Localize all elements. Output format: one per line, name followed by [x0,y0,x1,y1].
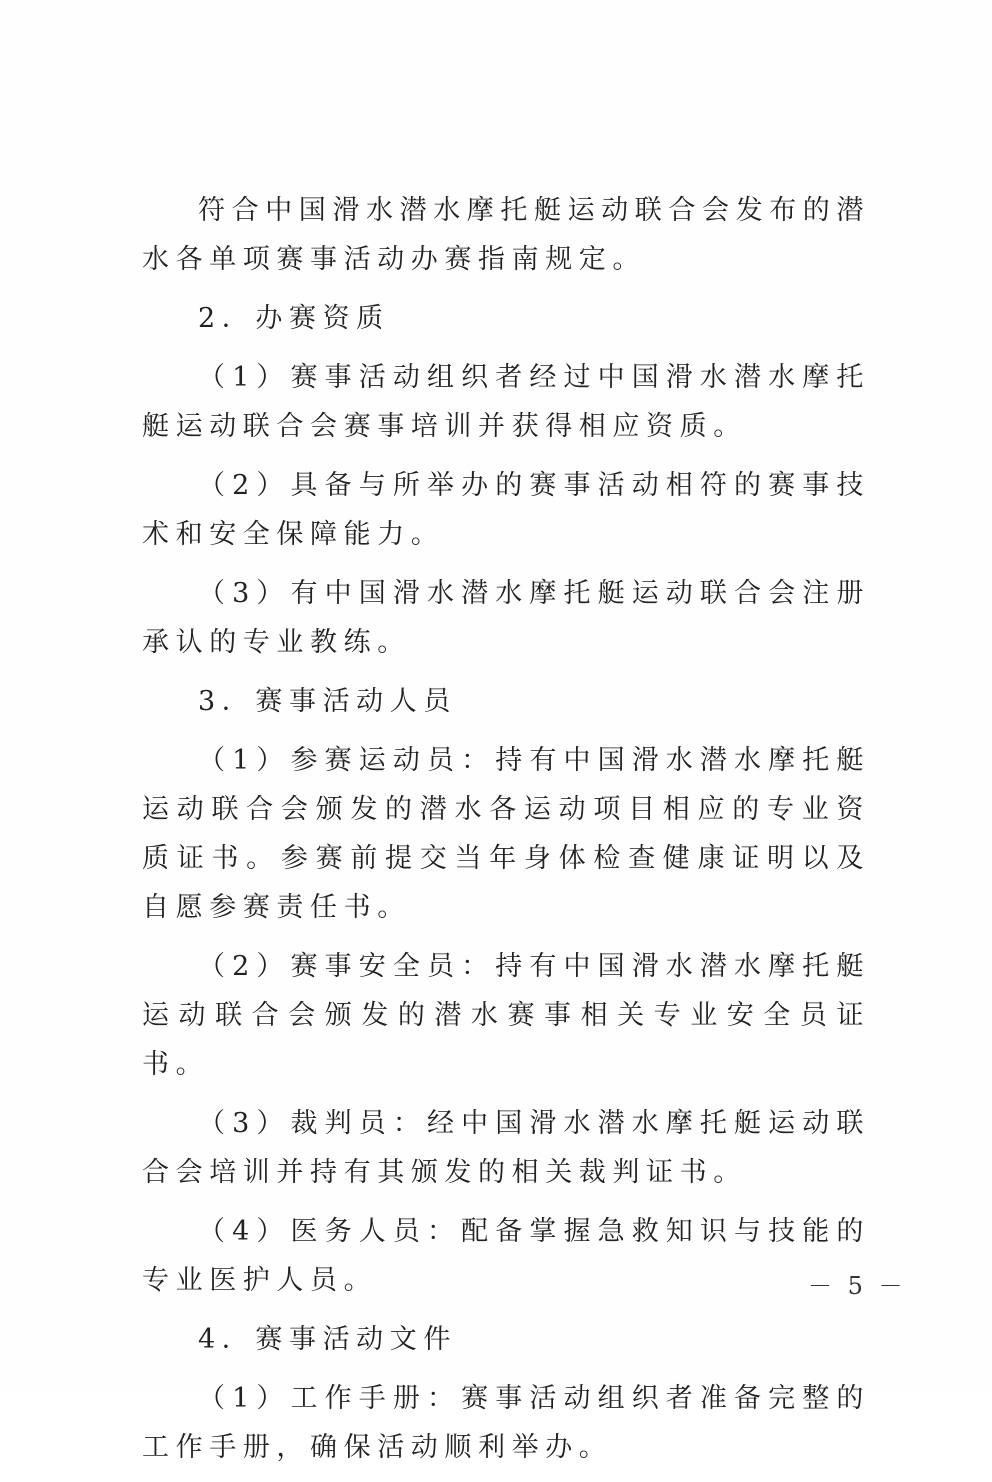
page-number: － 5 － [808,1272,907,1300]
paragraph-qualification-2: （2）具备与所举办的赛事活动相符的赛事技术和安全保障能力。 [142,470,870,550]
heading-qualification: 2．办赛资质 [198,303,390,334]
heading-documents: 4．赛事活动文件 [198,1324,457,1355]
document-body [142,186,870,1482]
paragraph-qualification-3: （3）有中国滑水潜水摩托艇运动联合会注册承认的专业教练。 [142,578,870,658]
paragraph-guideline-compliance: 符合中国滑水潜水摩托艇运动联合会发布的潜水各单项赛事活动办赛指南规定。 [142,195,870,275]
paragraph-personnel-athletes: （1）参赛运动员：持有中国滑水潜水摩托艇运动联合会颁发的潜水各运动项目相应的专业资质证书。参赛前提交当年身体检查健康证明以及自愿参赛责任书。 [142,745,870,923]
heading-personnel: 3．赛事活动人员 [198,686,457,717]
paragraph-documents-manual: （1）工作手册：赛事活动组织者准备完整的工作手册，确保活动顺利举办。 [142,1383,870,1463]
paragraph-qualification-1: （1）赛事活动组织者经过中国滑水潜水摩托艇运动联合会赛事培训并获得相应资质。 [142,362,870,442]
paragraph-personnel-medical: （4）医务人员：配备掌握急救知识与技能的专业医护人员。 [142,1216,870,1296]
paragraph-personnel-safety: （2）赛事安全员：持有中国滑水潜水摩托艇运动联合会颁发的潜水赛事相关专业安全员证书。 [142,951,870,1080]
paragraph-personnel-referees: （3）裁判员：经中国滑水潜水摩托艇运动联合会培训并持有其颁发的相关裁判证书。 [142,1108,870,1188]
